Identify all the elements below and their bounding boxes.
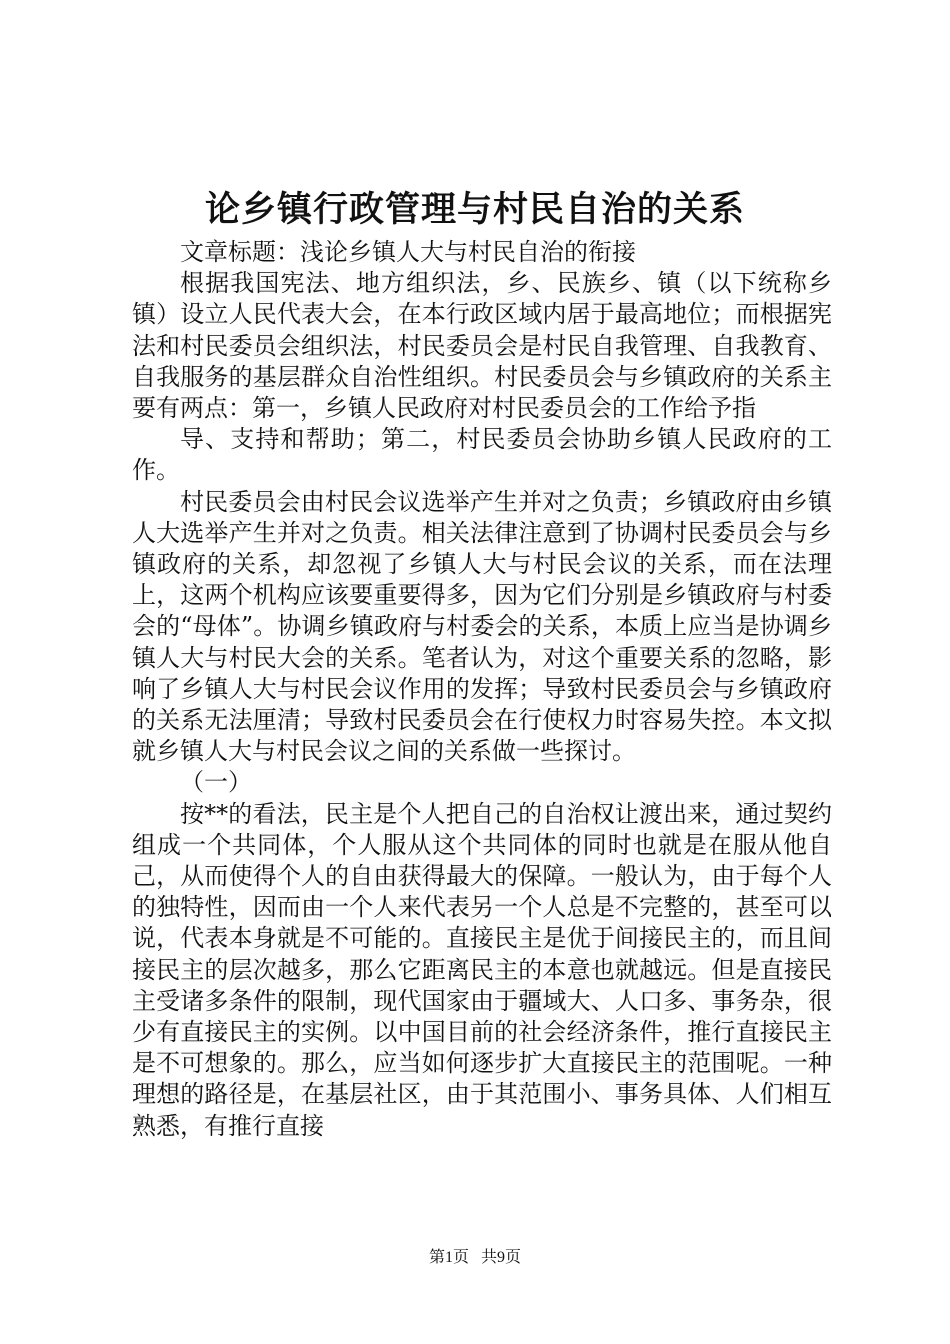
document-title: 论乡镇行政管理与村民自治的关系 [204,189,745,230]
page-footer [0,1247,950,1269]
document-body [132,237,832,1142]
section-heading: （一） [180,768,252,797]
body-paragraph: 村民委员会由村民会议选举产生并对之负责；乡镇政府由乡镇人大选举产生并对之负责。相关法律注意到了协调村民委员会与乡镇政府的关系，却忽视了乡镇人大与村民会议的关系，而在法理上，这两个机构应该要重要得多，因为它们分别是乡镇政府与村委会的“母体”。协调乡镇政府与村委会的关系，本质上应当是协调乡镇人大与村民大会的关系。笔者认为，对这个重要关系的忽略，影响了乡镇人大与村民会议作用的发挥；导致村民委员会与乡镇政府的关系无法厘清；导致村民委员会在行使权力时容易失控。本文拟就乡镇人大与村民会议之间的关系做一些探讨。 [132,487,832,766]
total-pages: 共9页 [481,1249,522,1266]
body-paragraph: 根据我国宪法、地方组织法，乡、民族乡、镇（以下统称乡镇）设立人民代表大会，在本行政区域内居于最高地位；而根据宪法和村民委员会组织法，村民委员会是村民自我管理、自我教育、自我服务的基层群众自治性组织。村民委员会与乡镇政府的关系主要有两点：第一，乡镇人民政府对村民委员会的工作给予指 [132,269,832,423]
body-paragraph: 按**的看法，民主是个人把自己的自治权让渡出来，通过契约组成一个共同体，个人服从这个共同体的同时也就是在服从他自己，从而使得个人的自由获得最大的保障。一般认为，由于每个人的独特性，因而由一个人来代表另一个人总是不完整的，甚至可以说，代表本身就是不可能的。直接民主是优于间接民主的，而且间接民主的层次越多，那么它距离民主的本意也就越远。但是直接民主受诸多条件的限制，现代国家由于疆域大、人口多、事务杂，很少有直接民主的实例。以中国目前的社会经济条件，推行直接民主是不可想象的。那么，应当如何逐步扩大直接民主的范围呢。一种理想的路径是，在基层社区，由于其范围小、事务具体、人们相互熟悉，有推行直接 [132,799,832,1140]
body-paragraph: 导、支持和帮助；第二，村民委员会协助乡镇人民政府的工作。 [132,425,832,485]
page-number: 第1页 [428,1249,469,1266]
article-subtitle-paragraph: 文章标题：浅论乡镇人大与村民自治的衔接 [180,238,636,266]
